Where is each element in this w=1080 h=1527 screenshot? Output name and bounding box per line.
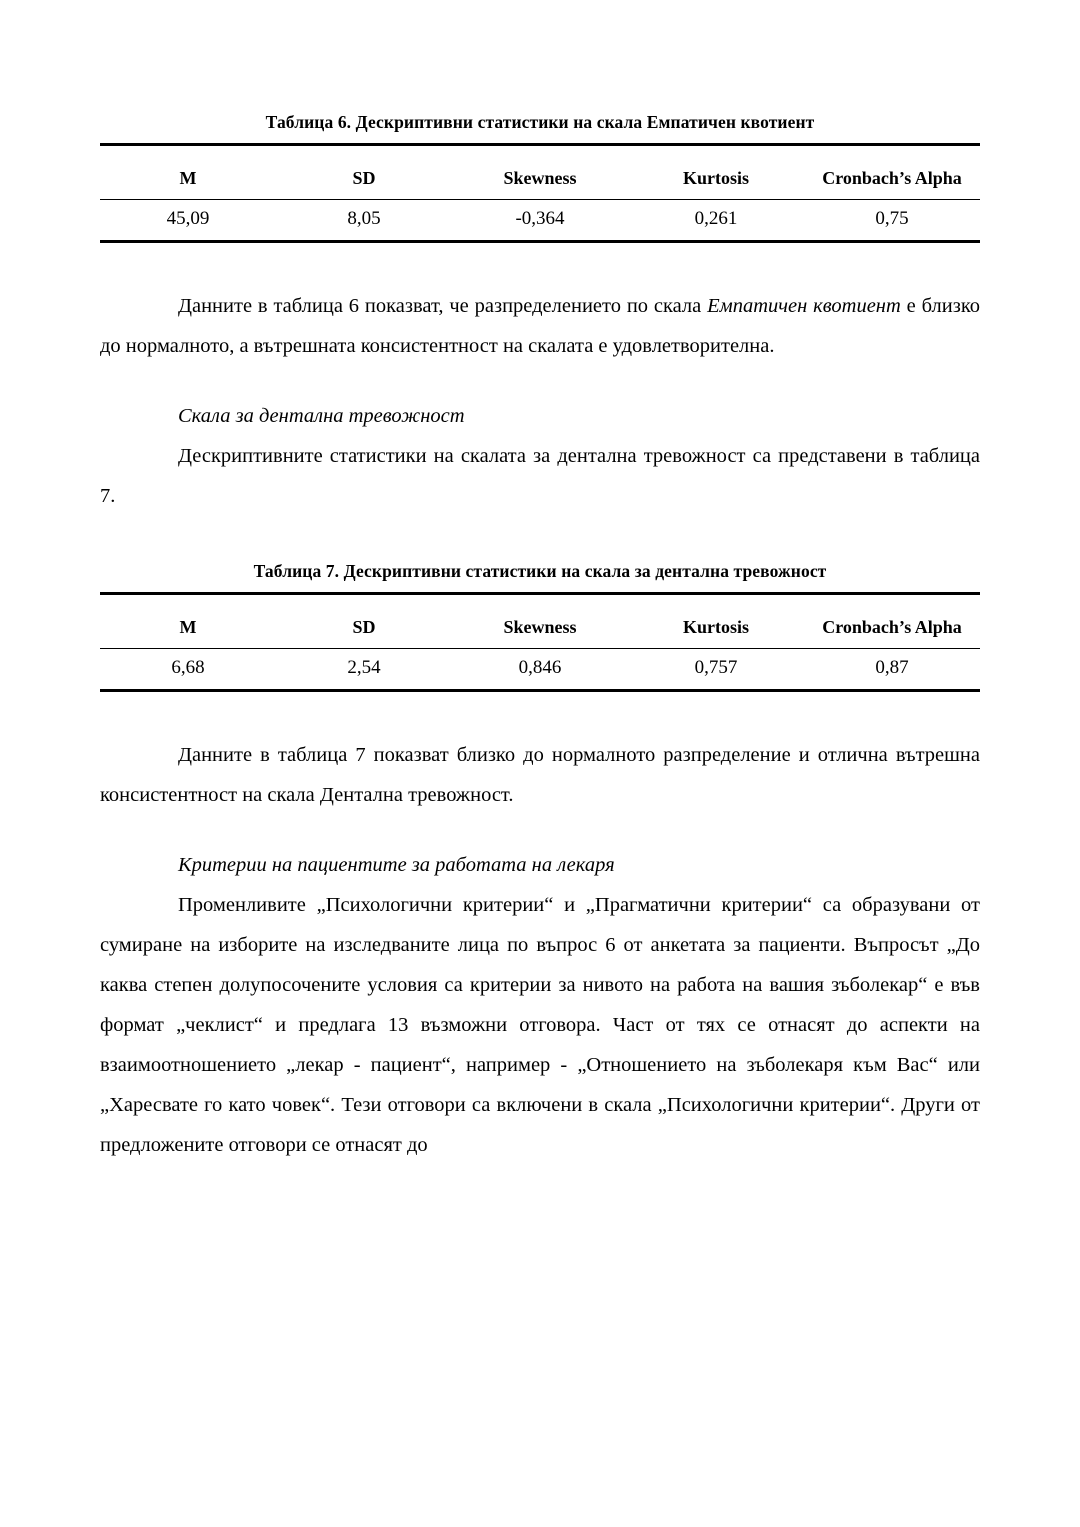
paragraph-dental-anxiety-intro: Дескриптивните статистики на скалата за дентална тревожност са представени в таблица 7. (100, 444, 980, 507)
spacer (100, 816, 980, 846)
table6 (100, 143, 980, 243)
table6-value-sd: 8,05 (276, 200, 452, 242)
table6-header-kurtosis: Kurtosis (628, 145, 804, 200)
table7-header-alpha: Cronbach’s Alpha (804, 593, 980, 648)
table7-header-skewness: Skewness (452, 593, 628, 648)
table6-header-m: M (100, 145, 276, 200)
table7-value-m: 6,68 (100, 648, 276, 690)
subheading-patient-criteria: Критерии на пациентите за работата на лекаря (178, 853, 615, 876)
paragraph1-italic-term: Емпатичен квотиент (707, 295, 901, 317)
table7-caption: Таблица 7. Дескриптивни статистики на скала за дентална тревожност (253, 560, 827, 581)
table6-value-kurtosis: 0,261 (628, 200, 804, 242)
table6-value-skewness: -0,364 (452, 200, 628, 242)
table7-value-alpha: 0,87 (804, 648, 980, 690)
spacer (100, 367, 980, 397)
table7-header-kurtosis: Kurtosis (628, 593, 804, 648)
paragraph1-part1: Данните в таблица 6 показват, че разпределението по скала (178, 295, 708, 317)
table7-value-sd: 2,54 (276, 648, 452, 690)
table6-header-sd: SD (276, 145, 452, 200)
table6-caption: Таблица 6. Дескриптивни статистики на скала Емпатичен квотиент (265, 112, 815, 132)
table6-value-m: 45,09 (100, 200, 276, 242)
table-row (100, 648, 980, 690)
table7-value-skewness: 0,846 (452, 648, 628, 690)
table7-header-m: M (100, 593, 276, 648)
table7-header-sd: SD (276, 593, 452, 648)
table6-header-skewness: Skewness (452, 145, 628, 200)
table6-value-alpha: 0,75 (804, 200, 980, 242)
table7 (100, 592, 980, 692)
subheading-dental-anxiety-scale: Скала за дентална тревожност (178, 404, 465, 427)
paragraph-table7-comment: Данните в таблица 7 показват близко до нормалното разпределение и отлична вътрешна консистентност на скала Дентална тревожност. (100, 743, 980, 806)
paragraph-table6-comment (100, 287, 980, 367)
paragraph1-part2: е близко до нормалното, а вътрешната консистентност на скалата е удовлетворителна. (100, 295, 980, 357)
table-row (100, 200, 980, 242)
spacer (100, 517, 980, 561)
paragraph-patient-criteria: Променливите „Психологични критерии“ и „Прагматични критерии“ са образувани от сумиране на изборите на изследваните лица по въпрос 6 от анкетата за пациенти. Въпросът „До каква степен долупосочените условия са критерии за нивото на работа на вашия зъболекар“ е във формат „чеклист“ и предлага 13 възможни отговора. Част от тях се отнасят до аспекти на взаимоотношението „лекар - пациент“, например - „Отношението на зъболекаря към Вас“ или „Харесвате го като човек“. Тези отговори са включени в скала „Психологични критерии“. Други от предложените отговори се отнасят до (100, 893, 980, 1156)
table7-value-kurtosis: 0,757 (628, 648, 804, 690)
table6-header-alpha: Cronbach’s Alpha (804, 145, 980, 200)
spacer (100, 243, 980, 287)
spacer (100, 692, 980, 736)
